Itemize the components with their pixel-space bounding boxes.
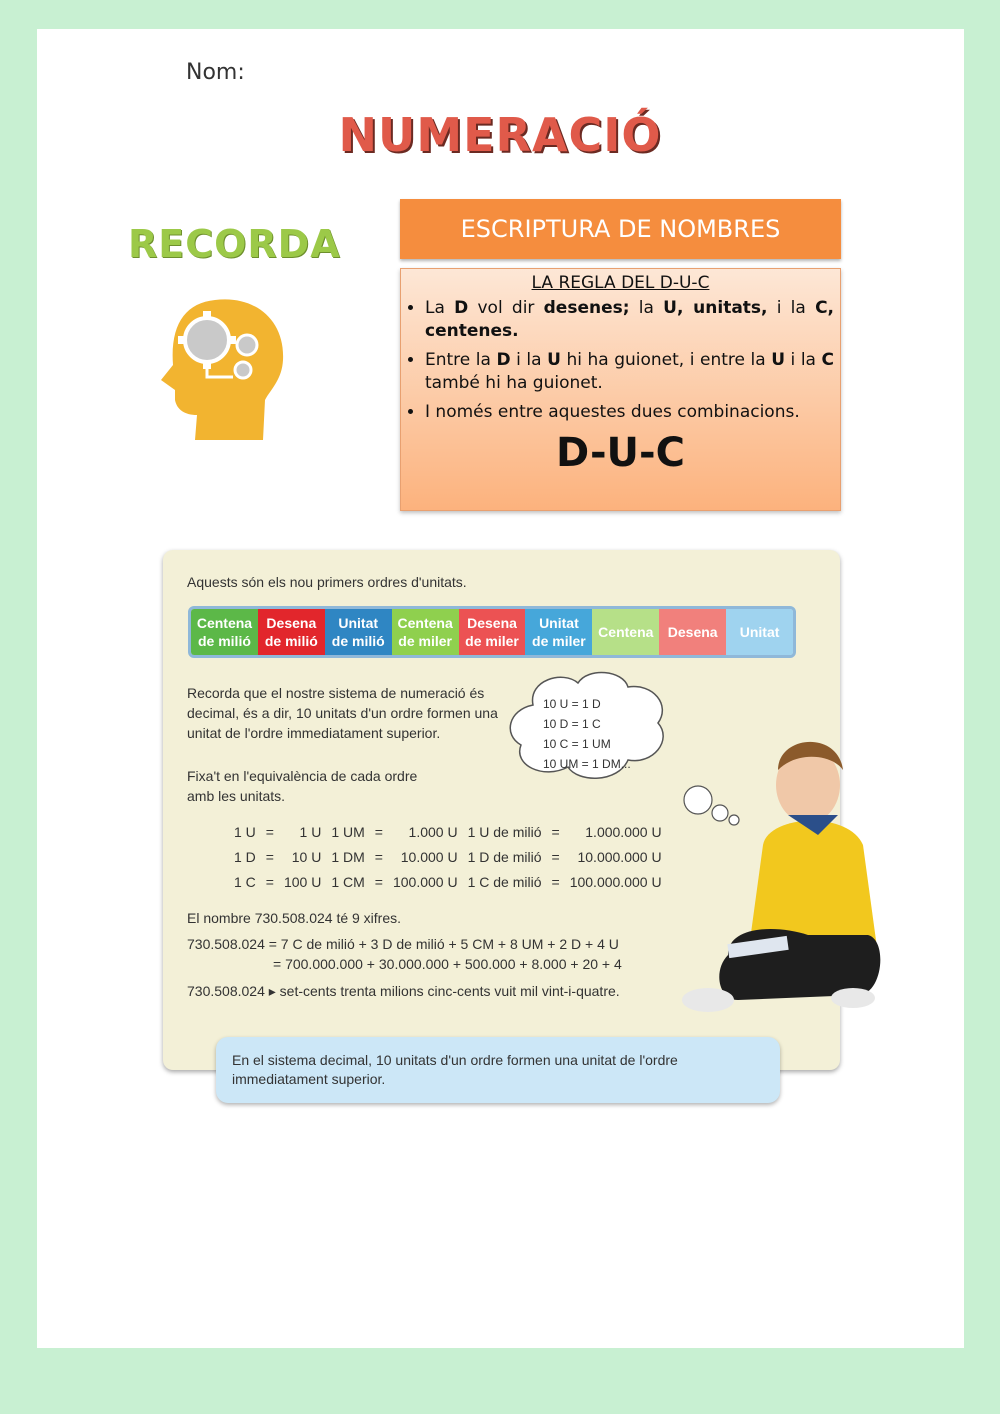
equivalence-cell: 1 C de milió — [467, 874, 542, 890]
equivalence-cell: 1 U de milió — [467, 824, 542, 840]
place-value-orders-row — [188, 606, 796, 658]
decomposition-line-2: = 700.000.000 + 30.000.000 + 500.000 + 8.000 + 20 + 4 — [273, 956, 622, 972]
equivalence-cell: 1.000 U — [408, 824, 458, 840]
duc-big-label: D-U-C — [556, 430, 685, 476]
order-cell: Desena de miler — [459, 609, 526, 655]
equivalence-cell: 1 C — [234, 874, 256, 890]
equivalence-cell: = — [374, 874, 383, 890]
equivalence-cell: = — [265, 874, 274, 890]
name-label: Nom: — [186, 60, 245, 85]
decimal-paragraph: Recorda que el nostre sistema de numeració és decimal, és a dir, 10 unitats d'un ordre formen una unitat de l'ordre immediatament superior. — [187, 685, 498, 741]
number-in-words: 730.508.024 ▸ set-cents trenta milions cinc-cents vuit mil vint-i-quatre. — [187, 983, 620, 999]
duc-rule-box — [400, 268, 841, 511]
equivalence-cell: 1 U — [234, 824, 256, 840]
equivalence-cell: 10 U — [291, 849, 322, 865]
remember-heading: RECORDA — [128, 222, 341, 266]
orders-intro: Aquests són els nou primers ordres d'unitats. — [187, 574, 467, 590]
equivalence-paragraph: Fixa't en l'equivalència de cada ordre amb les unitats. — [187, 768, 418, 804]
order-cell: Desena de milió — [258, 609, 325, 655]
equivalence-cell: = — [551, 849, 560, 865]
rule-title: LA REGLA DEL D-U-C — [531, 273, 710, 293]
nine-digits-sentence: El nombre 730.508.024 té 9 xifres. — [187, 910, 402, 926]
equivalence-table — [229, 820, 667, 895]
key-idea-note: En el sistema decimal, 10 unitats d'un ordre formen una unitat de l'ordre immediatament superior. — [216, 1037, 780, 1103]
order-cell: Unitat de miler — [525, 609, 592, 655]
thinking-boy-illustration — [668, 715, 888, 1015]
order-cell: Unitat — [726, 609, 793, 655]
cloud-line: 10 U = 1 D — [543, 697, 601, 711]
cloud-line: 10 UM = 1 DM... — [543, 757, 631, 771]
equivalence-cell: 100.000.000 U — [569, 874, 662, 890]
order-cell: Centena de milió — [191, 609, 258, 655]
page-title: NUMERACIÓ — [338, 108, 662, 162]
equivalence-row — [229, 820, 667, 845]
equivalence-cell: 100 U — [283, 874, 322, 890]
equivalence-cell: = — [551, 824, 560, 840]
order-cell: Centena de miler — [392, 609, 459, 655]
order-cell: Desena — [659, 609, 726, 655]
order-cell: Unitat de milió — [325, 609, 392, 655]
decomposition-line-1: 730.508.024 = 7 C de milió + 3 D de milió + 5 CM + 8 UM + 2 D + 4 U — [187, 936, 619, 952]
rule-bullet: • I només entre aquestes dues combinacions. — [425, 401, 834, 424]
equivalence-cell: = — [374, 849, 383, 865]
equivalence-cell: 10.000 U — [400, 849, 458, 865]
cloud-line: 10 D = 1 C — [543, 717, 601, 731]
thinking-head-icon — [155, 295, 290, 445]
equivalence-cell: 1 D — [234, 849, 256, 865]
rule-bullets — [407, 297, 834, 424]
rule-bullet: • La D vol dir desenes; la U, unitats, i la C, centenes. — [425, 297, 834, 343]
rule-bullet: • Entre la D i la U hi ha guionet, i entre la U i la C també hi ha guionet. — [425, 349, 834, 395]
cloud-equivalences — [543, 694, 631, 774]
equivalence-cell: 100.000 U — [392, 874, 458, 890]
equivalence-row — [229, 870, 667, 895]
equivalence-cell: 10.000.000 U — [577, 849, 662, 865]
equivalence-row — [229, 845, 667, 870]
equivalence-cell: 1 CM — [331, 874, 365, 890]
equivalence-cell: = — [265, 824, 274, 840]
equivalence-cell: 1 D de milió — [467, 849, 542, 865]
equivalence-cell: 1 U — [299, 824, 322, 840]
cloud-line: 10 C = 1 UM — [543, 737, 611, 751]
section-banner: ESCRIPTURA DE NOMBRES — [400, 199, 841, 259]
equivalence-cell: 1 DM — [331, 849, 365, 865]
equivalence-cell: 1 UM — [331, 824, 365, 840]
equivalence-cell: 1.000.000 U — [585, 824, 662, 840]
equivalence-cell: = — [374, 824, 383, 840]
order-cell: Centena — [592, 609, 659, 655]
equivalence-cell: = — [551, 874, 560, 890]
equivalence-cell: = — [265, 849, 274, 865]
